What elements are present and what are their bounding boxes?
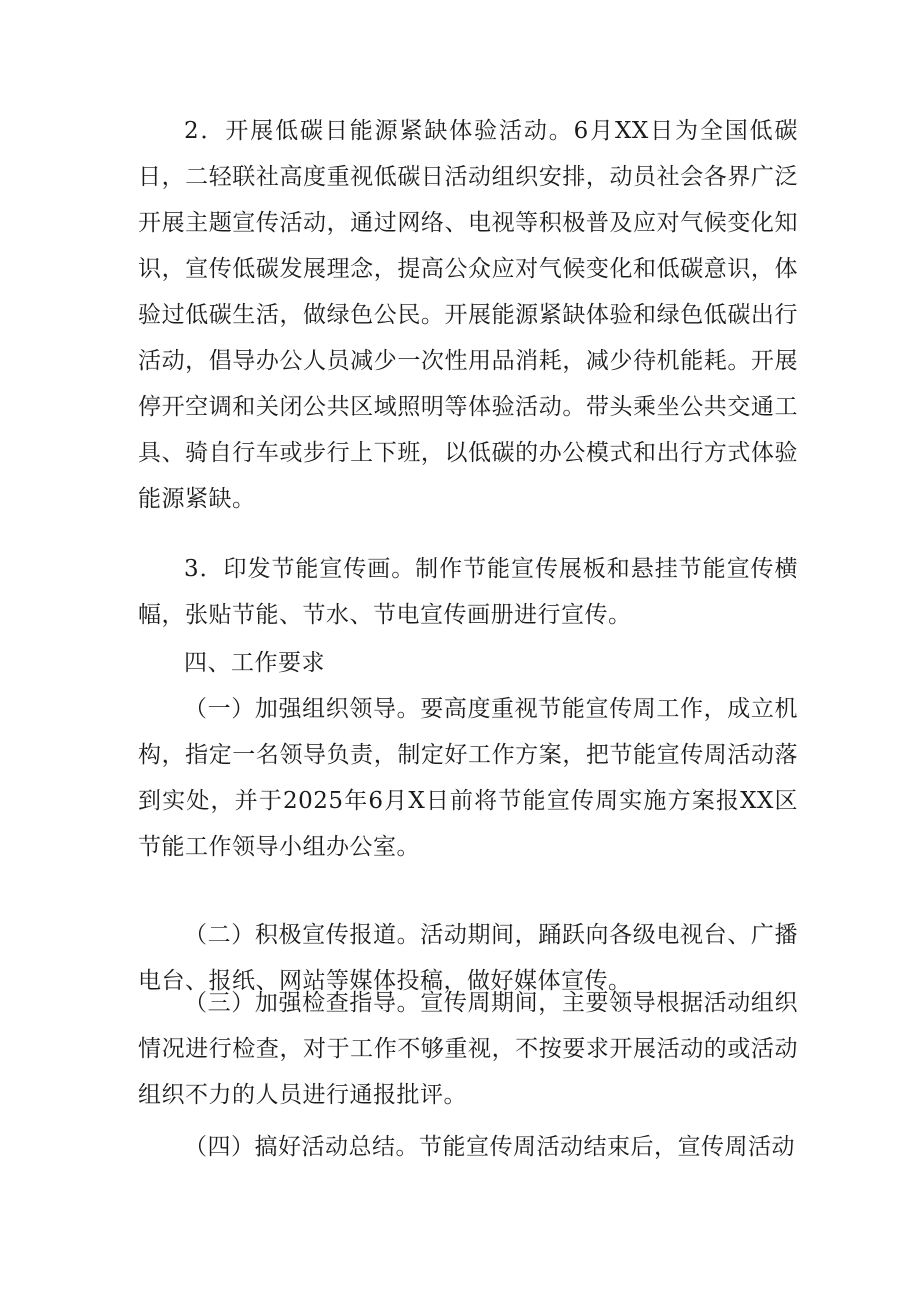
section-heading-work-requirements: 四、工作要求 [184,650,325,676]
requirement-publicity: （二）积极宣传报道。活动期间，踊跃向各级电视台、广播电台、报纸、网站等媒体投稿，做好媒体宣传。 [138,922,798,994]
paragraph-low-carbon-day: 2．开展低碳日能源紧缺体验活动。6月XX日为全国低碳日，二轻联社高度重视低碳日活动组织安排，动员社会各界广泛开展主题宣传活动，通过网络、电视等积极普及应对气候变化知识，宣传低碳发展理念，提高公众应对气候变化和低碳意识，体验过低碳生活，做绿色公民。开展能源紧缺体验和绿色低碳出行活动，倡导办公人员减少一次性用品消耗，减少待机能耗。开展停开空调和关闭公共区域照明等体验活动。带头乘坐公共交通工具、骑自行车或步行上下班，以低碳的办公模式和出行方式体验能源紧缺。 [138,118,798,512]
requirement-organization: （一）加强组织领导。要高度重视节能宣传周工作，成立机构，指定一名领导负责，制定好工作方案，把节能宣传周活动落到实处，并于2025年6月X日前将节能宣传周实施方案报XX区节能工作领导小组办公室。 [138,696,798,860]
requirement-inspection: （三）加强检查指导。宣传周期间，主要领导根据活动组织情况进行检查，对于工作不够重视，不按要求开展活动的或活动组织不力的人员进行通报批评。 [138,990,798,1108]
paragraph-posters: 3．印发节能宣传画。制作节能宣传展板和悬挂节能宣传横幅，张贴节能、节水、节电宣传画册进行宣传。 [138,556,798,628]
requirement-summary: （四）搞好活动总结。节能宣传周活动结束后，宣传周活动 [184,1134,795,1160]
